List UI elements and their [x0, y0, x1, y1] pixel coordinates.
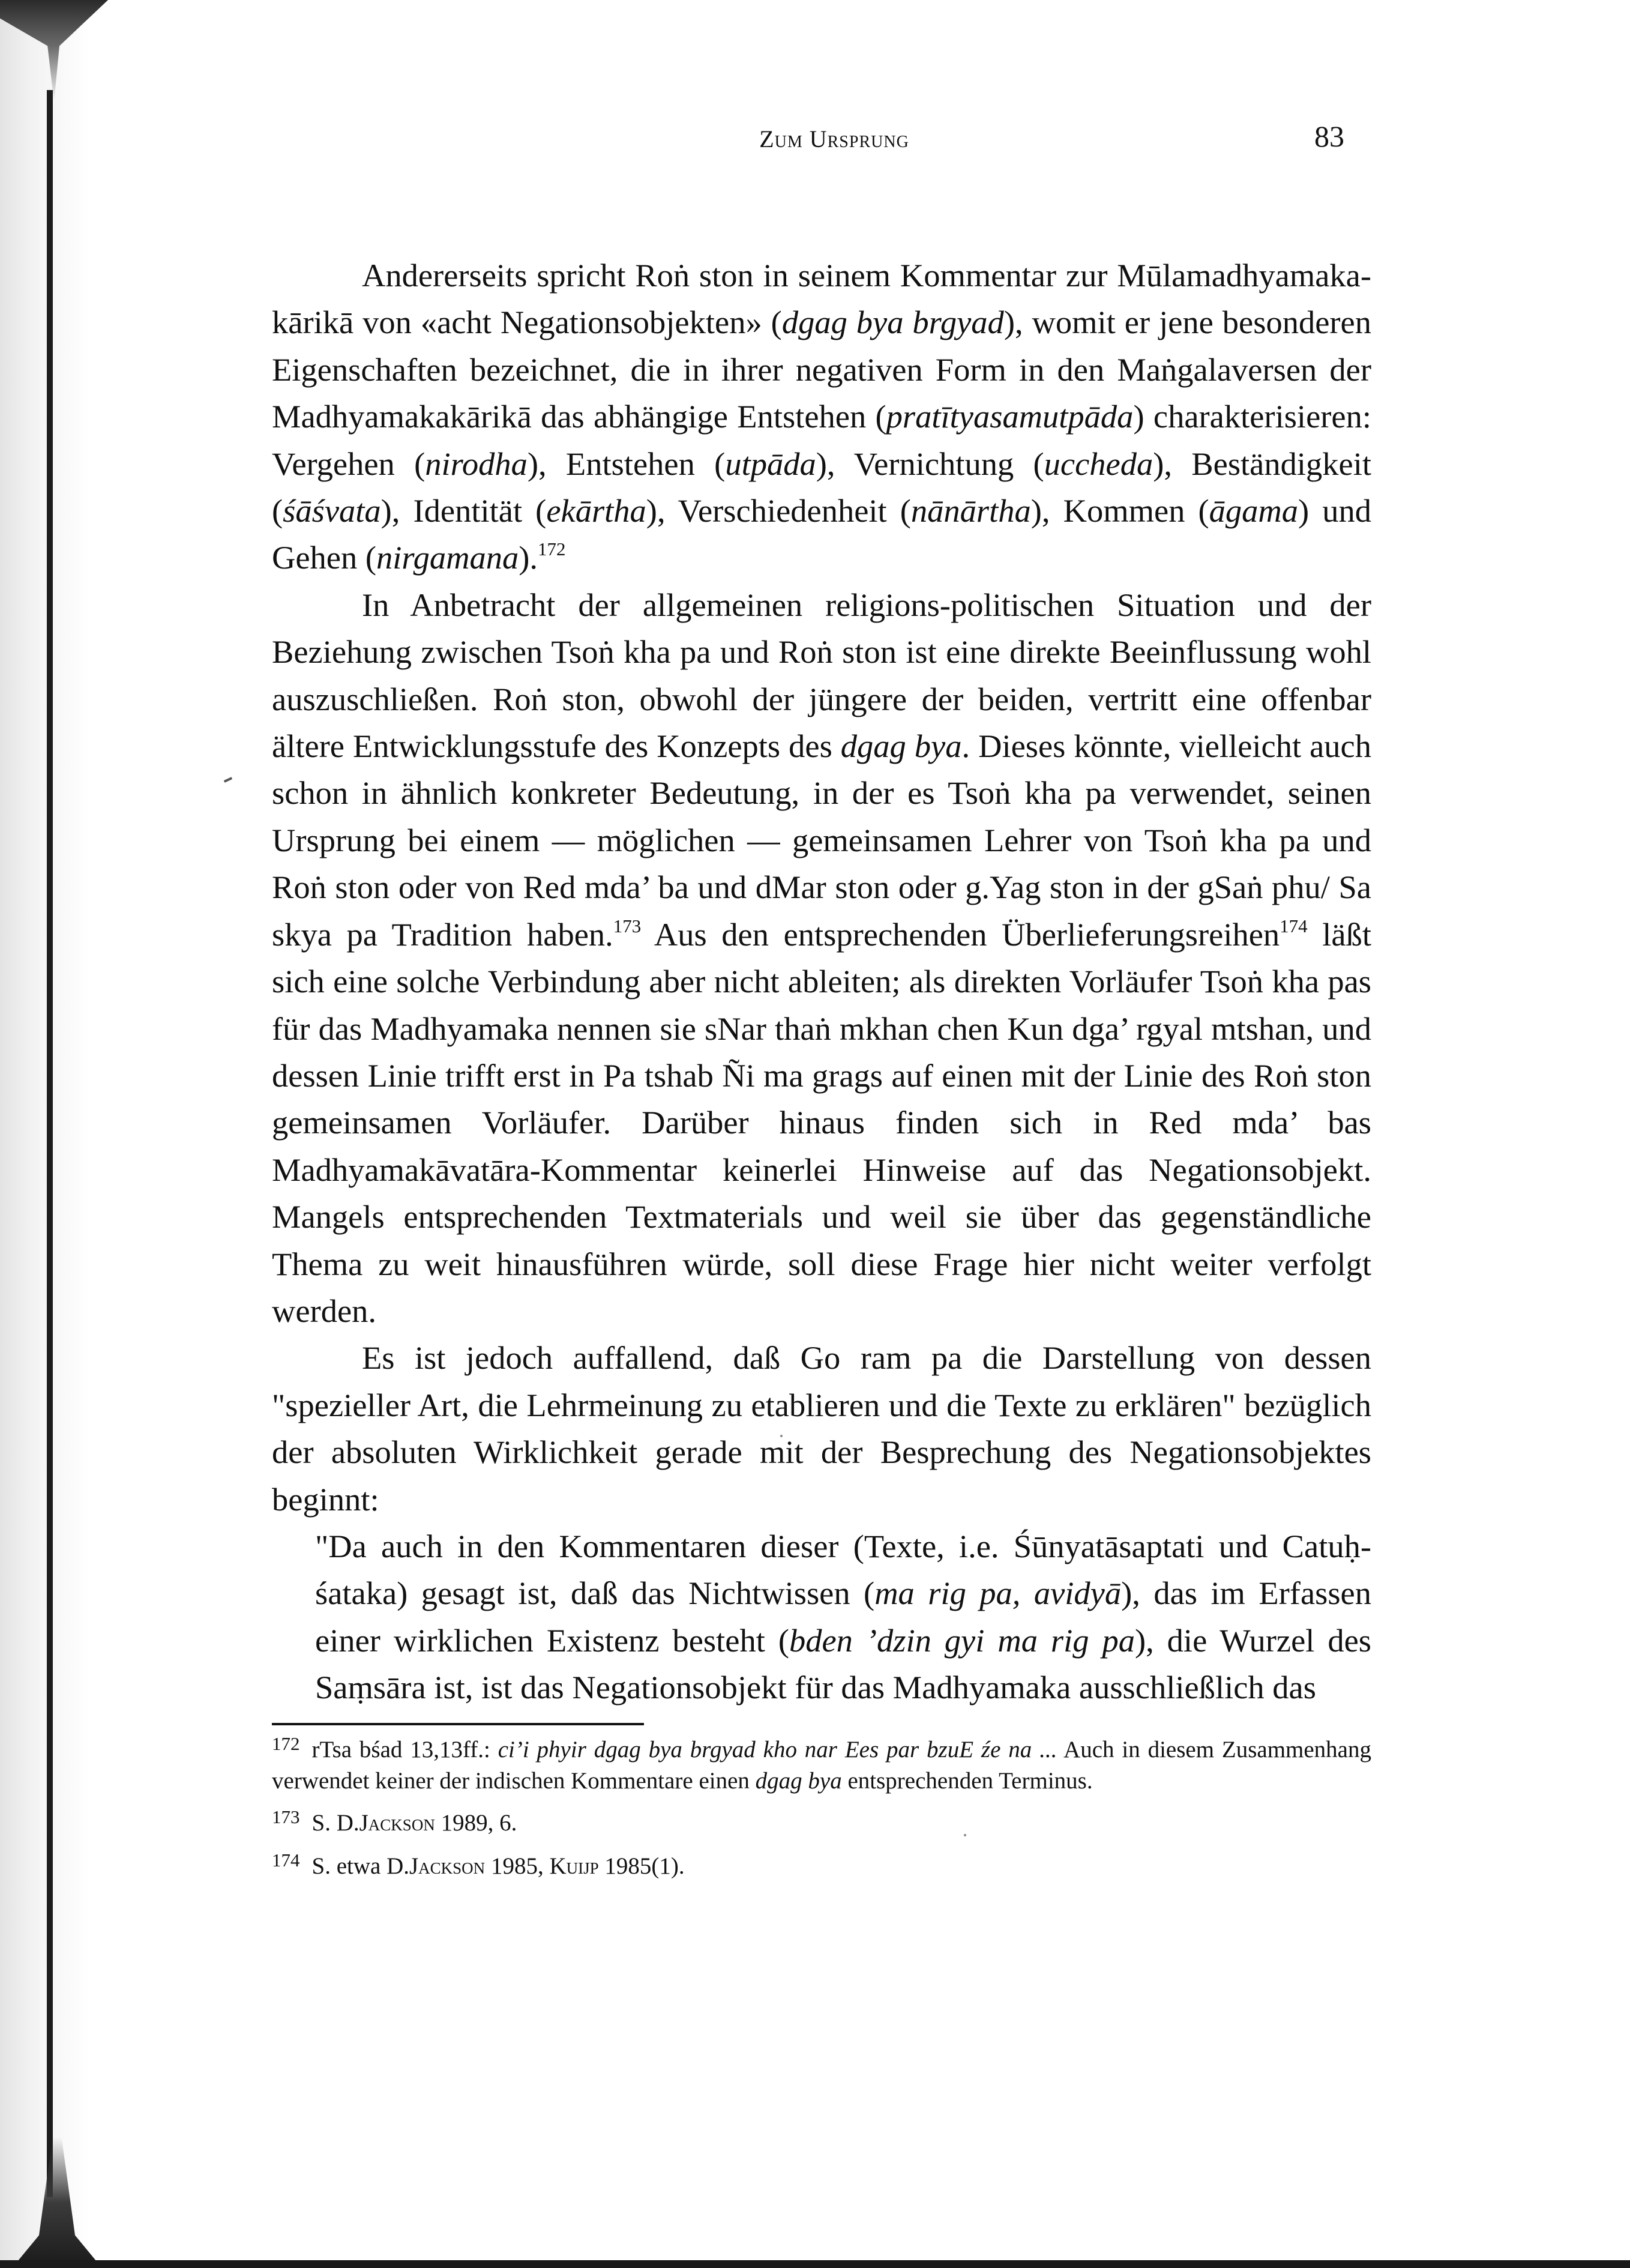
italic-term: ma rig pa, avidyā: [874, 1575, 1122, 1612]
italic-term: bden ’dzin gyi ma rig pa: [789, 1621, 1135, 1659]
italic-term: nirgamana: [376, 539, 519, 576]
footnote-text: [312, 1810, 517, 1836]
italic-term: āgama: [1209, 492, 1299, 529]
italic-term: ekārtha: [546, 492, 646, 529]
text-run: entsprechenden Terminus.: [841, 1768, 1093, 1794]
text-run: ), Verschiedenheit (: [646, 492, 911, 529]
author-name: Kuijp: [549, 1853, 599, 1879]
main-text: [272, 252, 1371, 1712]
text-run: ).: [519, 539, 538, 576]
paragraph: [272, 252, 1371, 582]
italic-term: dgag bya: [840, 728, 962, 765]
footnote-ref: 173: [613, 915, 642, 936]
text-run: ), das im Erfassen einer wirklichen Existenz besteht (: [315, 1575, 1371, 1659]
running-title: Zum Ursprung: [759, 125, 909, 152]
text-run: S. etwa: [311, 1853, 387, 1879]
text-run: Auch in diesem Zusammenhang verwendet keiner der indischen Kommentare einen: [272, 1737, 1371, 1794]
italic-term: śāśvata: [283, 492, 381, 529]
footnote-text: [312, 1853, 685, 1879]
italic-term: nirodha: [425, 445, 528, 482]
italic-term: dgag bya brgyad: [781, 304, 1004, 341]
footnote-number: 173: [272, 1806, 300, 1827]
text-run: ), womit er jene besonderen Eigenschaften bezeichnet, die in ihrer negativen Form in den Maṅgalaversen der Madhyamakakārikā das abhängige Entstehen (: [272, 304, 1371, 435]
footnote-number: 172: [272, 1733, 300, 1754]
text-run: In Anbetracht der allgemeinen religions-politischen Situation und der Beziehung zwischen Tsoṅ kha pa und Roṅ ston ist eine direkte Beeinflussung wohl auszuschließen. Roṅ ston, obwohl der jüngere der beiden, vertritt eine offenbar ältere Entwicklungsstufe des Konzepts des: [272, 586, 1371, 765]
text-run: Aus den entsprechenden Überlieferungsreihen: [641, 915, 1280, 953]
page-number: 83: [1314, 119, 1344, 153]
text-run: ), Beständigkeit (: [272, 445, 1371, 529]
footnote: [272, 1808, 1371, 1839]
italic-term: utpāda: [725, 445, 816, 482]
text-run: läßt sich eine solche Verbindung aber nicht ableiten; als direkten Vorläufer Tsoṅ kha pas für das Madhyamaka nennen sie sNar thaṅ mkhan chen Kun dga’ rgyal mtshan, und dessen Linie trifft erst in Pa tshab Ñi ma grags auf einen mit der Linie des Roṅ ston gemeinsamen Vorläufer. Darüber hinaus finden sich in Red mda’ bas Madhyamakāvatāra-Kommentar keinerlei Hinweise auf das Negationsobjekt. Mangels entsprechenden Textmaterials und weil sie über das gegenständliche Thema zu weit hinausführen würde, soll diese Frage hier nicht weiter verfolgt werden.: [272, 915, 1371, 1329]
footnote-ref: 172: [537, 538, 566, 560]
text-run: ), die Wurzel des Saṃsāra ist, ist das Negationsobjekt für das Madhyamaka ausschließlich das: [315, 1621, 1371, 1706]
text-run: Andererseits spricht Roṅ ston in seinem Kommentar zur Mūlamadhyamaka-kārikā von «acht Negationsobjekten» (: [272, 257, 1371, 341]
text-run: 1985,: [485, 1853, 550, 1879]
block-quote: [315, 1523, 1371, 1712]
text-run: S.: [311, 1810, 337, 1836]
italic-term: dgag bya: [755, 1768, 842, 1794]
footnote-text: [272, 1737, 1371, 1794]
book-spine-edge: [47, 90, 53, 2197]
text-run: ), Identität (: [380, 492, 547, 529]
margin-mark: [224, 777, 232, 783]
italic-term: uccheda: [1044, 445, 1153, 482]
italic-term: nānārtha: [910, 492, 1031, 529]
footnote-number: 174: [272, 1850, 300, 1871]
text-run: 1985(1).: [598, 1853, 685, 1879]
text-run: ) und Gehen (: [272, 492, 1371, 576]
author-name: D.Jackson: [336, 1810, 435, 1836]
footnotes: [272, 1735, 1371, 1895]
italic-term: pratītyasamutpāda: [886, 398, 1134, 435]
text-run: ), Vernichtung (: [816, 445, 1044, 482]
text-run: ), Kommen (: [1030, 492, 1209, 529]
text-run: rTsa bśad 13,13ff.:: [311, 1737, 498, 1763]
text-run: Es ist jedoch auffallend, daß Go ram pa die Darstellung von dessen "spezieller Art, die Lehrmeinung zu etablieren und die Texte zu erklären" bezüglich der absoluten Wirklichkeit gerade mit der Besprechung des Negationsobjektes beginnt:: [272, 1339, 1371, 1518]
paragraph: [272, 1335, 1371, 1523]
footnote: [272, 1851, 1371, 1883]
paragraph: [272, 582, 1371, 1335]
book-binding-shadow: [0, 0, 90, 2268]
footnote-ref: 174: [1280, 915, 1308, 936]
text-run: 1989, 6.: [435, 1810, 517, 1836]
footnote: [272, 1735, 1371, 1796]
author-name: D.Jackson: [386, 1853, 486, 1879]
text-run: ), Entstehen (: [527, 445, 726, 482]
italic-term: ci’i phyir dgag bya brgyad kho nar Ees par bzuE źe na ...: [498, 1737, 1057, 1763]
text-run: "Da auch in den Kommentaren dieser (Texte, i.e. Śūnyatāsaptati und Catuḥ-śataka) gesagt ist, daß das Nichtwissen (: [315, 1527, 1371, 1612]
text-run: . Dieses könnte, vielleicht auch schon in ähnlich konkreter Bedeutung, in der es Tsoṅ kha pa verwendet, seinen Ursprung bei einem — möglichen — gemeinsamen Lehrer von Tsoṅ kha pa und Roṅ ston oder von Red mda’ ba und dMar ston oder g.Yag ston in der gSaṅ phu/ Sa skya pa Tradition haben.: [272, 728, 1371, 953]
page-bottom-edge: [0, 2260, 1630, 2268]
footnote-rule: [272, 1723, 644, 1725]
text-run: ) charakterisieren: Vergehen (: [272, 398, 1371, 482]
